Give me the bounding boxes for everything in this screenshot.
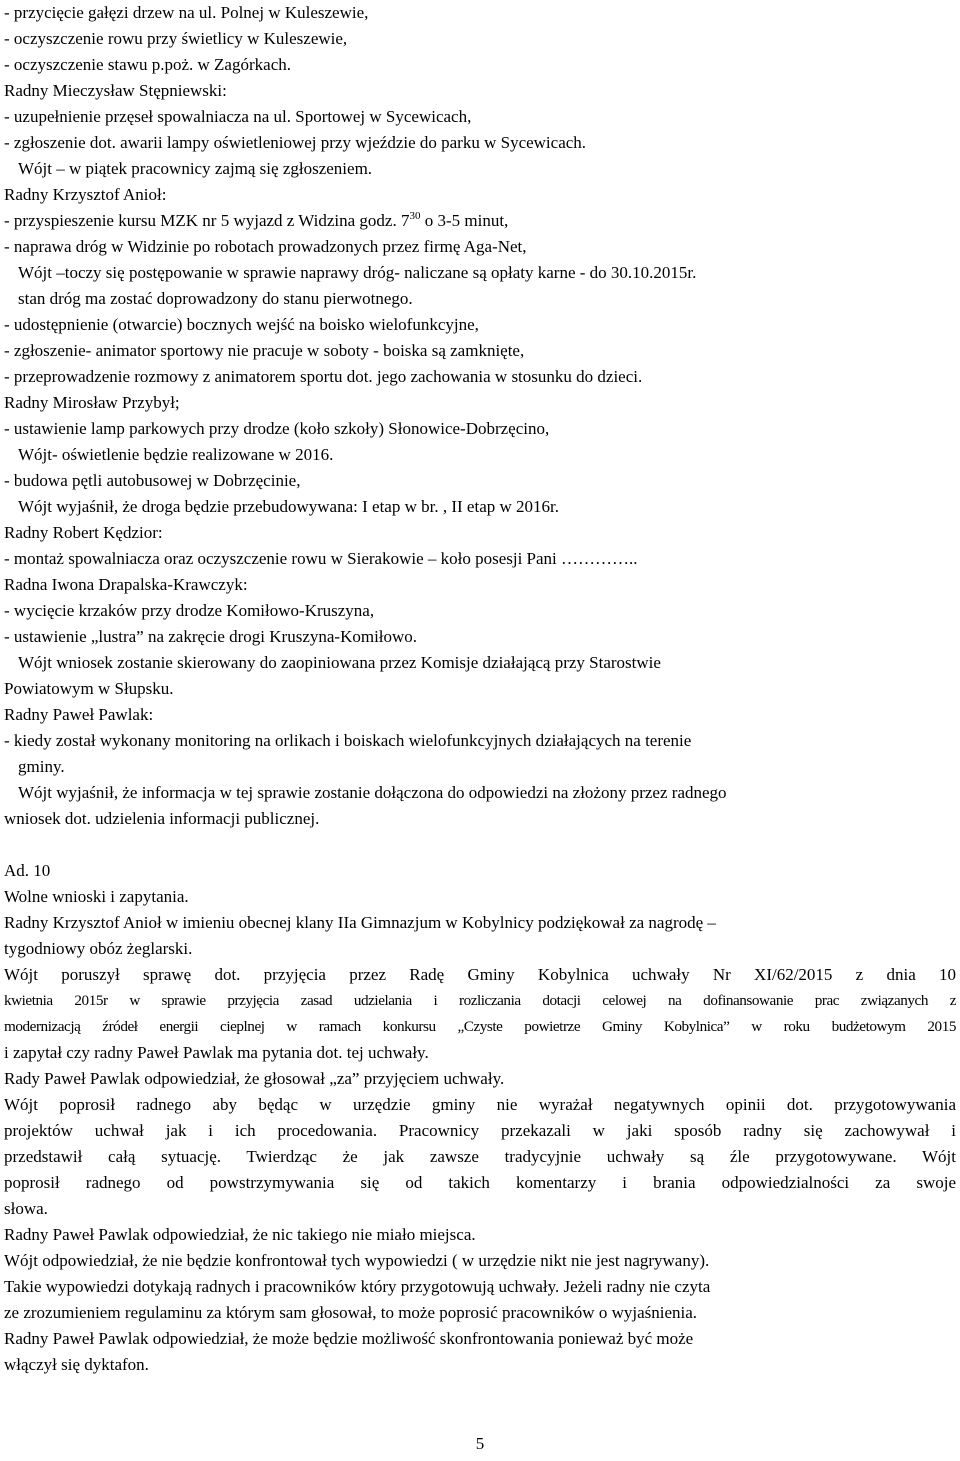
text-line: Wójt poprosił radnego aby będąc w urzędzie gminy nie wyrażał negatywnych opinii dot. przygotowywania	[4, 1095, 956, 1114]
text-line: - montaż spowalniacza oraz oczyszczenie rowu w Sierakowie – koło posesji Pani …………..	[4, 549, 638, 568]
text-line: gminy.	[18, 757, 65, 776]
text-line: Wójt wyjaśnił, że informacja w tej sprawie zostanie dołączona do odpowiedzi na złożony przez radnego	[18, 783, 727, 802]
text-line: Radny Paweł Pawlak:	[4, 705, 154, 724]
text-line: Wójt wniosek zostanie skierowany do zaopiniowana przez Komisje działającą przy Starostwie	[18, 653, 661, 672]
text-segment: o 3-5 minut,	[420, 211, 509, 230]
page-number: 5	[475, 1434, 485, 1453]
text-line: - naprawa dróg w Widzinie po robotach prowadzonych przez firmę Aga-Net,	[4, 237, 527, 256]
text-line: Wójt odpowiedział, że nie będzie konfrontował tych wypowiedzi ( w urzędzie nikt nie jest nagrywany).	[4, 1251, 710, 1270]
text-line: Radny Krzysztof Anioł:	[4, 185, 167, 204]
text-line: Wójt –toczy się postępowanie w sprawie naprawy dróg- naliczane są opłaty karne - do 30.10.2015r.	[18, 263, 697, 282]
text-line: - uzupełnienie przęseł spowalniacza na ul. Sportowej w Sycewicach,	[4, 107, 472, 126]
text-line: Radny Krzysztof Anioł w imieniu obecnej klany IIa Gimnazjum w Kobylnicy podziękował za nagrodę –	[4, 913, 716, 932]
text-line: - wycięcie krzaków przy drodze Komiłowo-Kruszyna,	[4, 601, 375, 620]
text-line: poprosił radnego od powstrzymywania się od takich komentarzy i brania odpowiedzialności za swoje	[4, 1173, 956, 1192]
text-line: - udostępnienie (otwarcie) bocznych wejść na boisko wielofunkcyjne,	[4, 315, 479, 334]
text-line: Radna Iwona Drapalska-Krawczyk:	[4, 575, 248, 594]
text-line: - kiedy został wykonany monitoring na orlikach i boiskach wielofunkcyjnych działających na terenie	[4, 731, 692, 750]
text-line: słowa.	[4, 1199, 48, 1218]
text-line: projektów uchwał jak i ich procedowania. Pracownicy przekazali w jaki sposób radny się zachowywał i	[4, 1121, 956, 1140]
text-line: Wójt- oświetlenie będzie realizowane w 2016.	[18, 445, 334, 464]
text-line: Wójt – w piątek pracownicy zajmą się zgłoszeniem.	[18, 159, 373, 178]
text-line: stan dróg ma zostać doprowadzony do stanu pierwotnego.	[18, 289, 413, 308]
text-line: Powiatowym w Słupsku.	[4, 679, 174, 698]
text-line: - budowa pętli autobusowej w Dobrzęcinie,	[4, 471, 301, 490]
text-line: - ustawienie „lustra” na zakręcie drogi Kruszyna-Komiłowo.	[4, 627, 418, 646]
text-line: - zgłoszenie dot. awarii lampy oświetleniowej przy wjeździe do parku w Sycewicach.	[4, 133, 587, 152]
text-line: - oczyszczenie stawu p.poż. w Zagórkach.	[4, 55, 291, 74]
superscript: 30	[409, 210, 421, 222]
text-line: ze zrozumieniem regulaminu za którym sam głosował, to może poprosić pracowników o wyjaśnienia.	[4, 1303, 698, 1322]
text-segment: - przyspieszenie kursu MZK nr 5 wyjazd z Widzina godz. 7	[4, 211, 410, 230]
section-subheading: Wolne wnioski i zapytania.	[4, 887, 189, 906]
text-line: Wójt wyjaśnił, że droga będzie przebudowywana: I etap w br. , II etap w 2016r.	[18, 497, 559, 516]
text-line: Radny Mirosław Przybył;	[4, 393, 180, 412]
text-line: Radny Mieczysław Stępniewski:	[4, 81, 227, 100]
section-heading: Ad. 10	[4, 861, 51, 880]
text-line: modernizacją źródeł energii cieplnej w ramach konkursu „Czyste powietrze Gminy Kobylnica” w roku budżetowym 2015	[4, 1018, 956, 1035]
text-line: - przeprowadzenie rozmowy z animatorem sportu dot. jego zachowania w stosunku do dzieci.	[4, 367, 643, 386]
text-line: Radny Robert Kędzior:	[4, 523, 163, 542]
text-line: Rady Paweł Pawlak odpowiedział, że głosował „za” przyjęciem uchwały.	[4, 1069, 505, 1088]
text-line: - przycięcie gałęzi drzew na ul. Polnej w Kuleszewie,	[4, 3, 369, 22]
text-line: - zgłoszenie- animator sportowy nie pracuje w soboty - boiska są zamknięte,	[4, 341, 525, 360]
text-line: włączył się dyktafon.	[4, 1355, 149, 1374]
text-line: Radny Paweł Pawlak odpowiedział, że może będzie możliwość skonfrontowania ponieważ być może	[4, 1329, 694, 1348]
text-line: tygodniowy obóz żeglarski.	[4, 939, 193, 958]
text-line: i zapytał czy radny Paweł Pawlak ma pytania dot. tej uchwały.	[4, 1043, 429, 1062]
text-line: Radny Paweł Pawlak odpowiedział, że nic takiego nie miało miejsca.	[4, 1225, 476, 1244]
text-line: przedstawił całą sytuację. Twierdząc że jak zawsze tradycyjnie uchwały są źle przygotowywane. Wójt	[4, 1147, 956, 1166]
text-line: Wójt poruszył sprawę dot. przyjęcia przez Radę Gminy Kobylnica uchwały Nr XI/62/2015 z dnia 10	[4, 965, 956, 984]
text-line: kwietnia 2015r w sprawie przyjęcia zasad udzielania i rozliczania dotacji celowej na dofinansowanie prac związanych z	[4, 992, 956, 1009]
text-line	[4, 208, 508, 234]
text-line: - ustawienie lamp parkowych przy drodze (koło szkoły) Słonowice-Dobrzęcino,	[4, 419, 550, 438]
text-line: Takie wypowiedzi dotykają radnych i pracowników który przygotowują uchwały. Jeżeli radny nie czyta	[4, 1277, 711, 1296]
text-line: wniosek dot. udzielenia informacji publicznej.	[4, 809, 320, 828]
text-line: - oczyszczenie rowu przy świetlicy w Kuleszewie,	[4, 29, 348, 48]
